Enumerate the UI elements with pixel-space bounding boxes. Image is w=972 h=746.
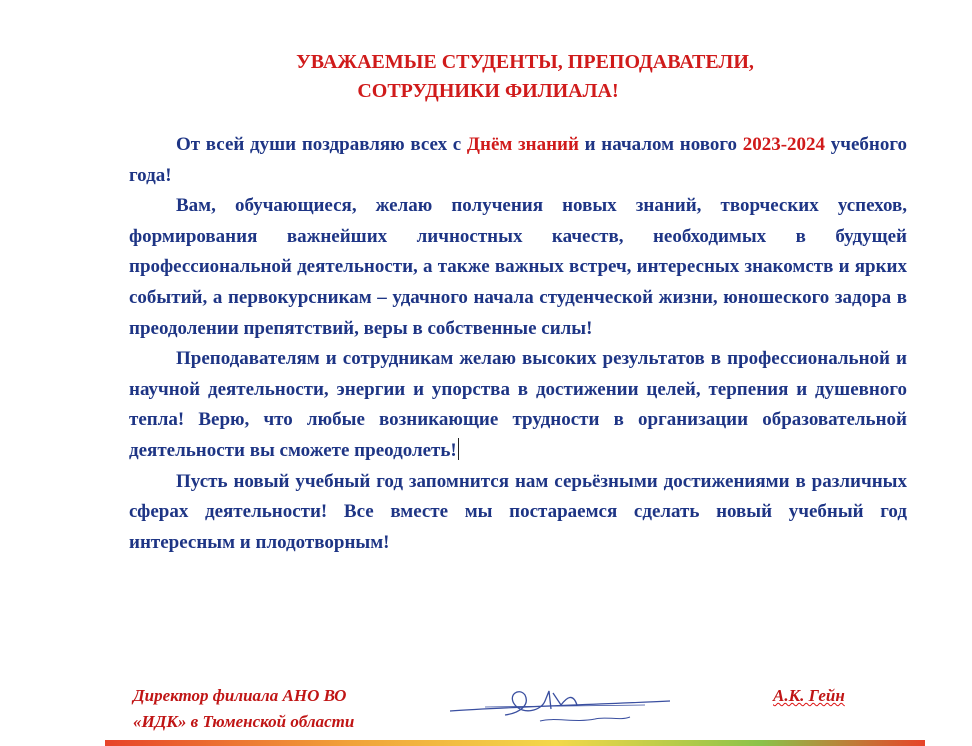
paragraph-closing: Пусть новый учебный год запомнится нам серьёзными достижениями в различных сферах деятельности! Все вместе мы постараемся сделать новый учебный год интересным и плодотворным! xyxy=(129,470,907,553)
heading-line-1: УВАЖАЕМЫЕ СТУДЕНТЫ, ПРЕПОДАВАТЕЛИ, xyxy=(296,51,754,73)
letter-body xyxy=(129,130,907,558)
paragraph-greeting xyxy=(129,130,907,191)
greeting-text-1: От всей души поздравляю всех с xyxy=(176,134,467,155)
handwritten-signature-icon xyxy=(445,683,675,733)
signatory-position-line-2: «ИДК» в Тюменской области xyxy=(133,712,355,731)
paragraph-students: Вам, обучающиеся, желаю получения новых знаний, творческих успехов, формирования важнейших личностных качеств, необходимых в будущей профессиональной деятельности, а также важных встреч, интересных знакомств и ярких событий, а первокурсникам – удачного начала студенческой жизни, юношеского задора в преодолении препятствий, веры в собственные силы! xyxy=(129,195,907,339)
signatory-position-line-1: Директор филиала АНО ВО xyxy=(133,686,347,705)
staff-text: Преподавателям и сотрудникам желаю высоких результатов в профессиональной и научной деятельности, энергии и упорства в достижении целей, терпения и душевного тепла! Верю, что любые возникающие трудности в организации образовательной деятельности вы сможете преодолеть! xyxy=(129,348,907,461)
greeting-text-3: учебного года! xyxy=(129,134,907,186)
academic-year-highlight: 2023-2024 xyxy=(742,134,826,155)
paragraph-staff xyxy=(129,344,907,466)
greeting-text-2: и началом нового xyxy=(578,134,743,155)
decorative-bottom-bar xyxy=(105,740,925,746)
signatory-name-text: А.К. Гейн xyxy=(773,686,845,705)
knowledge-day-highlight: Днём знаний xyxy=(466,134,579,155)
heading-line-2: СОТРУДНИКИ ФИЛИАЛА! xyxy=(357,80,619,102)
signatory-name xyxy=(773,685,845,707)
text-cursor xyxy=(458,438,459,460)
